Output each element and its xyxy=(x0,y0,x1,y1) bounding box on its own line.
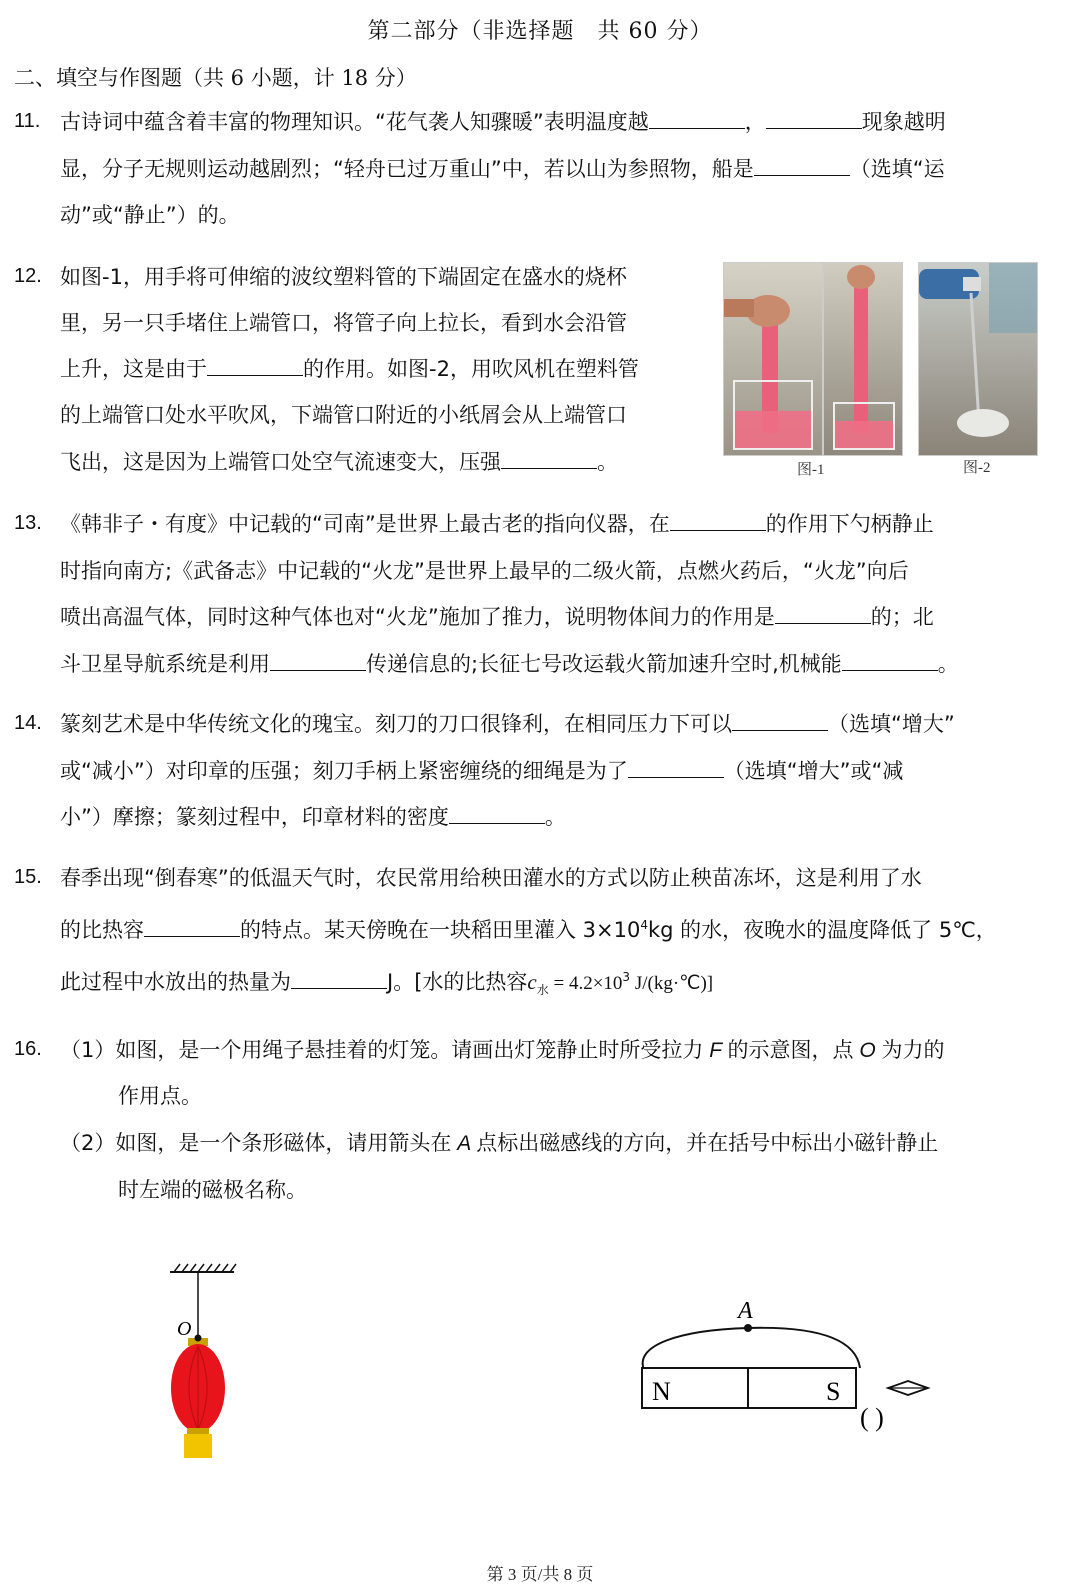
tube-shape xyxy=(854,273,868,433)
part-title: 第二部分（非选择题 共 60 分） xyxy=(367,19,713,44)
q15-text: kg 的水，夜晚水的温度降低了 5℃， xyxy=(648,918,997,942)
question-number: 13. xyxy=(14,512,42,534)
paper-scraps xyxy=(957,409,1009,437)
symbol-a: A xyxy=(451,1132,477,1155)
q16-text: （2）如图，是一个条形磁体，请用箭头在 xyxy=(60,1131,452,1155)
answer-blank[interactable] xyxy=(649,108,745,129)
q15-text: 此过程中水放出的热量为 xyxy=(60,970,291,994)
q16-part1-line2: 作用点。 xyxy=(118,1084,202,1108)
q15-line1: 春季出现“倒春寒”的低温天气时，农民常用给秧田灌水的方式以防止秧苗冻坏，这是利用了水 xyxy=(60,866,922,890)
formula-text: J/(kg·℃)] xyxy=(630,973,714,994)
q16-text: 点标出磁感线的方向，并在括号中标出小磁针静止 xyxy=(476,1131,939,1155)
lantern-tassel xyxy=(184,1434,212,1458)
q12-line4: 的上端管口处水平吹风，下端管口附近的小纸屑会从上端管口 xyxy=(60,403,627,427)
answer-blank[interactable] xyxy=(291,968,387,989)
q15-line3 xyxy=(60,963,713,1004)
q14-line2 xyxy=(60,757,903,785)
q12-text: 上升，这是由于 xyxy=(60,357,207,381)
magnetic-field-line xyxy=(643,1328,860,1370)
q11-text: 现象越明 xyxy=(861,110,946,134)
q13-text: 。 xyxy=(937,652,959,676)
symbol-o: O xyxy=(853,1039,882,1062)
answer-blank[interactable] xyxy=(628,757,724,778)
page-footer: 第 3 页/共 8 页 xyxy=(486,1565,594,1584)
exponent: 3 xyxy=(622,970,631,984)
lantern-bottom-cap xyxy=(187,1428,209,1434)
q12-line5 xyxy=(60,448,618,476)
question-number: 14. xyxy=(14,712,42,734)
ceiling-hatch xyxy=(174,1264,236,1272)
question-number: 11. xyxy=(14,110,41,132)
q15-text: 的特点。某天傍晚在一块稻田里灌入 3×10 xyxy=(240,918,641,942)
q12-line3 xyxy=(60,355,639,383)
symbol-c: c xyxy=(527,970,537,994)
answer-blank[interactable] xyxy=(670,510,766,531)
q16-text: （1）如图，是一个用绳子悬挂着的灯笼。请画出灯笼静止时所受拉力 xyxy=(60,1038,704,1062)
section-heading: 二、填空与作图题（共 6 小题，计 18 分） xyxy=(14,66,417,90)
q11-text: （选填“运 xyxy=(849,157,945,181)
q15-text: 的比热容 xyxy=(60,918,144,942)
pole-n-label: N xyxy=(652,1377,671,1406)
bar-magnet-figure xyxy=(620,1290,940,1440)
q12-text: 的作用。如图-2，用吹风机在塑料管 xyxy=(303,357,639,381)
q13-text: 《韩非子・有度》中记载的“司南”是世界上最古老的指向仪器，在 xyxy=(60,512,670,536)
q13-text: 的作用下勺柄静止 xyxy=(765,512,934,536)
answer-blank[interactable] xyxy=(775,603,871,624)
point-a xyxy=(744,1324,752,1332)
lantern-figure xyxy=(150,1260,260,1470)
q11-line2 xyxy=(60,155,945,183)
q13-line3 xyxy=(60,603,934,631)
label-a: A xyxy=(738,1298,753,1324)
q16-part2-line1 xyxy=(60,1129,938,1158)
q13-line1 xyxy=(60,510,934,538)
q14-line3 xyxy=(60,803,566,831)
question-number: 12. xyxy=(14,265,42,287)
figure-1-photo-left xyxy=(723,262,823,456)
answer-blank[interactable] xyxy=(270,650,366,671)
figure-2-photo xyxy=(918,262,1038,456)
question-number: 16. xyxy=(14,1038,42,1060)
figure-1-photo-right xyxy=(823,262,903,456)
q12-text: 。 xyxy=(597,450,618,474)
exponent: 4 xyxy=(640,918,648,932)
q14-line1 xyxy=(60,710,955,738)
q16-part1-line1 xyxy=(60,1036,945,1065)
q12-text: 飞出，这是因为上端管口处空气流速变大，压强 xyxy=(60,450,501,474)
point-o xyxy=(195,1335,202,1342)
q14-text: （选填“增大” xyxy=(828,712,955,736)
q11-line3: 动”或“静止”）的。 xyxy=(60,203,240,227)
q13-text: 斗卫星导航系统是利用 xyxy=(60,652,270,676)
subscript: 水 xyxy=(536,983,549,998)
q15-line2 xyxy=(60,911,997,944)
q13-text: 传递信息的;长征七号改运载火箭加速升空时,机械能 xyxy=(366,652,842,676)
q11-text: ， xyxy=(744,110,766,134)
q11-text: 古诗词中蕴含着丰富的物理知识。“花气袭人知骤暖”表明温度越 xyxy=(60,110,649,134)
q13-text: 的；北 xyxy=(870,605,934,629)
answer-blank[interactable] xyxy=(449,803,545,824)
answer-blank[interactable] xyxy=(144,916,240,937)
pole-answer-bracket[interactable]: ( ) xyxy=(860,1403,884,1432)
q11-text: 显，分子无规则运动越剧烈；“轻舟已过万重山”中，若以山为参照物，船是 xyxy=(60,157,754,181)
question-number: 15. xyxy=(14,866,42,888)
q14-text: 或“减小”）对印章的压强；刻刀手柄上紧密缠绕的细绳是为了 xyxy=(60,759,628,783)
figure-1-caption: 图-1 xyxy=(797,462,825,478)
q13-text: 喷出高温气体，同时这种气体也对“火龙”施加了推力，说明物体间力的作用是 xyxy=(60,605,775,629)
q14-text: 小”）摩擦；篆刻过程中，印章材料的密度 xyxy=(60,805,449,829)
q13-line4 xyxy=(60,650,959,678)
formula-text: = 4.2×10 xyxy=(548,973,623,994)
answer-blank[interactable] xyxy=(501,448,597,469)
q12-line2: 里，另一只手堵住上端管口，将管子向上拉长，看到水会沿管 xyxy=(60,311,627,335)
q14-text: 。 xyxy=(544,805,566,829)
answer-blank[interactable] xyxy=(732,710,828,731)
figure-2-caption: 图-2 xyxy=(963,460,991,476)
hand-shape xyxy=(847,265,875,289)
pole-s-label: S xyxy=(826,1377,841,1406)
q15-text: J。[水的比热容 xyxy=(387,970,528,994)
q12-line1: 如图-1，用手将可伸缩的波纹塑料管的下端固定在盛水的烧杯 xyxy=(60,265,627,289)
symbol-f: F xyxy=(703,1039,728,1062)
q16-text: 的示意图，点 xyxy=(727,1038,854,1062)
label-o: O xyxy=(177,1318,192,1340)
q16-text: 为力的 xyxy=(881,1038,945,1062)
q13-line2: 时指向南方;《武备志》中记载的“火龙”是世界上最早的二级火箭，点燃火药后，“火龙”向后 xyxy=(60,559,909,583)
q11-line1 xyxy=(60,108,946,136)
q14-text: 篆刻艺术是中华传统文化的瑰宝。刻刀的刀口很锋利，在相同压力下可以 xyxy=(60,712,732,736)
q16-part2-line2: 时左端的磁极名称。 xyxy=(118,1178,307,1202)
answer-blank[interactable] xyxy=(754,155,850,176)
answer-blank[interactable] xyxy=(766,108,862,129)
q14-text: （选填“增大”或“减 xyxy=(723,759,904,783)
answer-blank[interactable] xyxy=(207,355,303,376)
answer-blank[interactable] xyxy=(842,650,938,671)
